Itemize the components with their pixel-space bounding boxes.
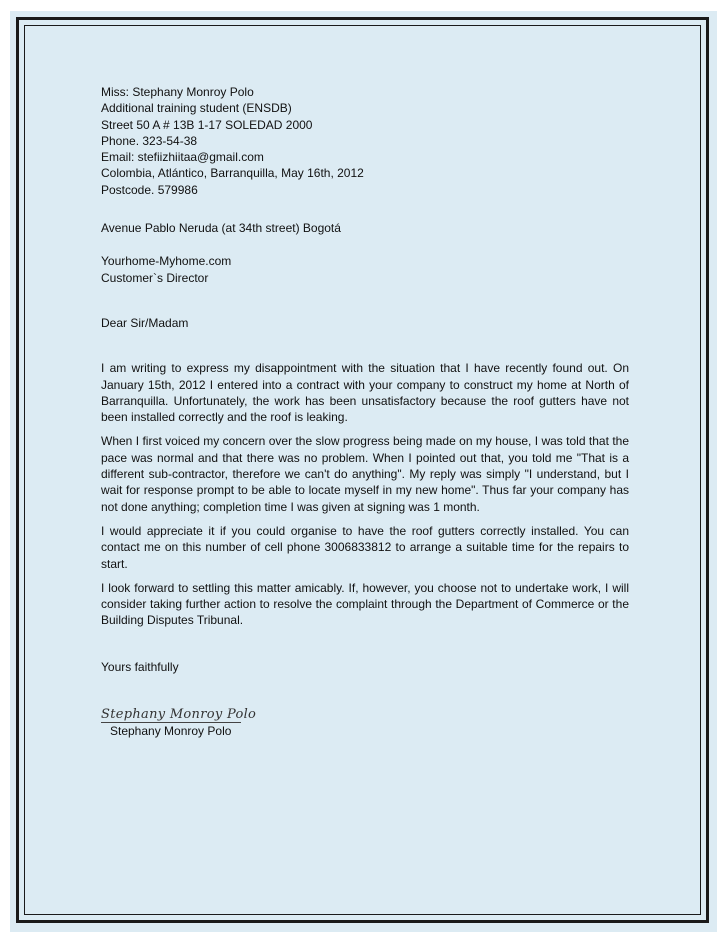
letter-body xyxy=(101,360,629,628)
letter-content xyxy=(101,84,629,739)
sender-postcode: Postcode. 579986 xyxy=(101,182,198,197)
body-paragraph: When I first voiced my concern over the slow progress being made on my house, I was told that the pace was normal and that there was no problem. When I pointed out that, you told me "That is a different sub-contractor, therefore we can't do anything". My reply was simply "I understand, but I wait for response prompt to be able to locate myself in my new home". Thus far your company has not done anything; completion time I was given at signing was 1 month. xyxy=(101,434,629,514)
sender-name: Miss: Stephany Monroy Polo xyxy=(101,85,254,99)
recipient-title: Customer`s Director xyxy=(101,270,209,285)
recipient-company-block xyxy=(101,253,629,286)
sender-email: Email: stefiizhiitaa@gmail.com xyxy=(101,150,264,165)
sender-location-date: Colombia, Atlántico, Barranquilla, May 16th, 2012 xyxy=(101,166,364,181)
sender-role: Additional training student (ENSDB) xyxy=(101,101,292,116)
recipient-address xyxy=(101,220,629,236)
body-paragraph: I am writing to express my disappointment with the situation that I have recently found out. On January 15th, 2012 I entered into a contract with your company to construct my home at North of Barranquilla. Unfortunately, the work has been unsatisfactory because the roof gutters have not been installed correctly and the roof is leaking. xyxy=(101,361,629,425)
closing: Yours faithfully xyxy=(101,659,179,674)
body-paragraph: I look forward to settling this matter amicably. If, however, you choose not to undertake work, I will consider taking further action to resolve the complaint through the Department of Commerce or the Building Disputes Tribunal. xyxy=(101,580,629,628)
handwritten-signature: Stephany Monroy Polo xyxy=(101,707,257,723)
recipient-company: Yourhome-Myhome.com xyxy=(101,254,232,269)
sender-address-block xyxy=(101,84,629,198)
sender-phone: Phone. 323-54-38 xyxy=(101,133,198,148)
body-paragraph: I would appreciate it if you could organise to have the roof gutters correctly installed. You can contact me on this number of cell phone 3006833812 to arrange a suitable time for the repairs to start. xyxy=(101,523,629,571)
sender-street: Street 50 A # 13B 1-17 SOLEDAD 2000 xyxy=(101,117,313,132)
printed-signature-name: Stephany Monroy Polo xyxy=(110,724,232,739)
salutation: Dear Sir/Madam xyxy=(101,315,189,330)
recipient-address-line: Avenue Pablo Neruda (at 34th street) Bogotá xyxy=(101,221,341,236)
